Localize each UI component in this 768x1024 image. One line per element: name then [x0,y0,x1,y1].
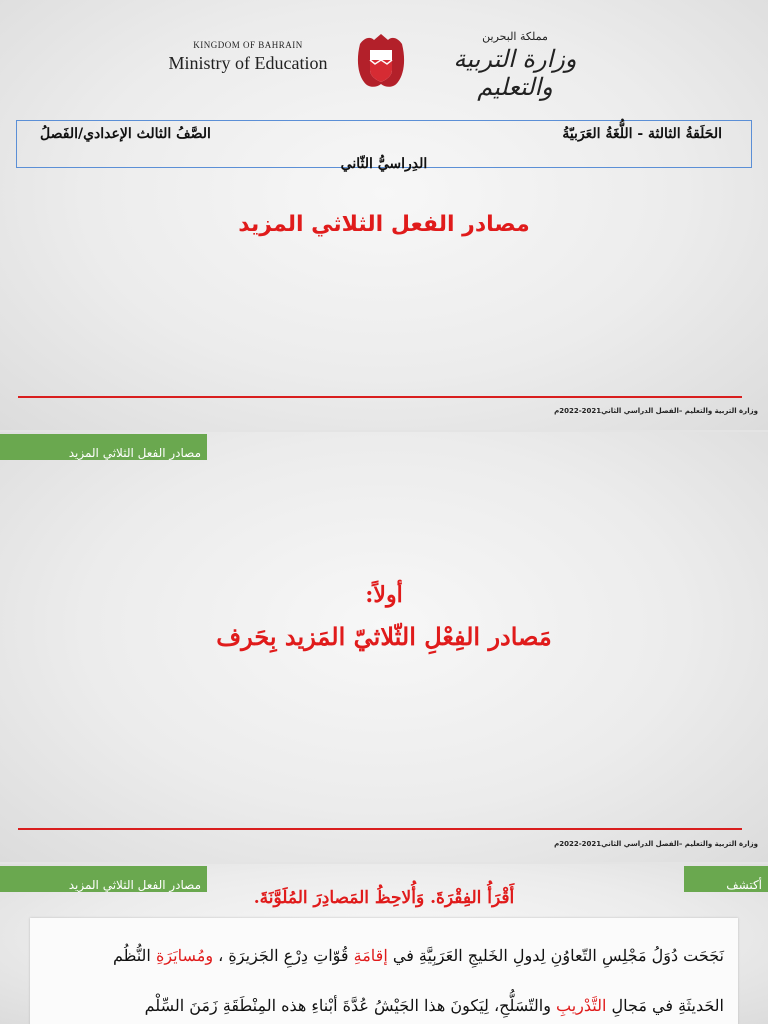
footer-text: وزارة التربية والتعليم –الفصل الدراسي الثاني2021-2022م [554,407,758,415]
slide-title-page [0,0,768,430]
discover-tag: أكتشف [684,866,768,892]
highlighted-masdar: التَّدْريبِ [556,996,607,1015]
course-grade-term: الصَّفُ الثالث الإعدادي/الفَصلُ [40,126,211,142]
section-heading: مَصادر الفِعْلِ الثّلاثيّ المَزيد بِحَرف [216,622,552,651]
bahrain-emblem-icon [354,30,408,90]
slide-passage [0,864,768,1024]
ministry-name-en [158,40,338,74]
footer-text: وزارة التربية والتعليم –الفصل الدراسي الثاني2021-2022م [554,840,758,848]
highlighted-masdar: إقامَةِ [353,946,388,965]
section-number: أولاً: [365,582,403,608]
course-level-subject: الحَلَقةُ الثالثة - اللُّغَةُ العَرَبيّةُ [562,126,722,142]
lesson-title: مصادر الفعل الثلاثي المزيد [238,212,530,237]
highlighted-masdar: ومُسايَرَةِ [155,946,214,965]
reading-passage-box [30,918,738,1024]
activity-instruction: أَقْرَأُ الفِقْرَةَ. وَأُلاحِظُ المَصادِرَ المُلَوَّنَةَ. [253,888,515,908]
ministry-name-ar [420,30,610,101]
passage-text: قُوّاتِ دِرْعِ الجَزيرَةِ ، [213,946,354,965]
ministry-label-ar: وزارة التربية والتعليم [453,45,577,101]
topic-tag: مصادر الفعل الثلاثي المزيد [0,434,207,460]
divider-line [18,828,742,830]
course-info-line [40,126,722,148]
ministry-label-en: Ministry of Education [168,53,328,73]
slide-section-heading [0,432,768,862]
passage-text: والتّسَلُّحِ، لِيَكونَ هذا الجَيْشُ عُدَّةَ أبْناءِ هذه المِنْطَقَةِ زَمَنَ السِّلْم [144,996,557,1015]
passage-text: الحَديثَةِ في مَجالِ [606,996,724,1015]
passage-text: النُّظُم [112,946,156,965]
passage-text: نَجَحَت دُوَلُ مَجْلِسِ التّعاوُنِ لِدولِ الخَليجِ العَرَبِيَّةِ في [387,946,724,965]
kingdom-label-ar: مملكة البحرين [482,30,548,43]
kingdom-label-en: KINGDOM OF BAHRAIN [193,40,303,50]
divider-line [18,396,742,398]
passage-line-2 [44,996,724,1015]
passage-line-1 [44,946,724,965]
topic-tag: مصادر الفعل الثلاثي المزيد [0,866,207,892]
course-term-continuation: الدِراسيُّ الثّاني [340,156,428,172]
